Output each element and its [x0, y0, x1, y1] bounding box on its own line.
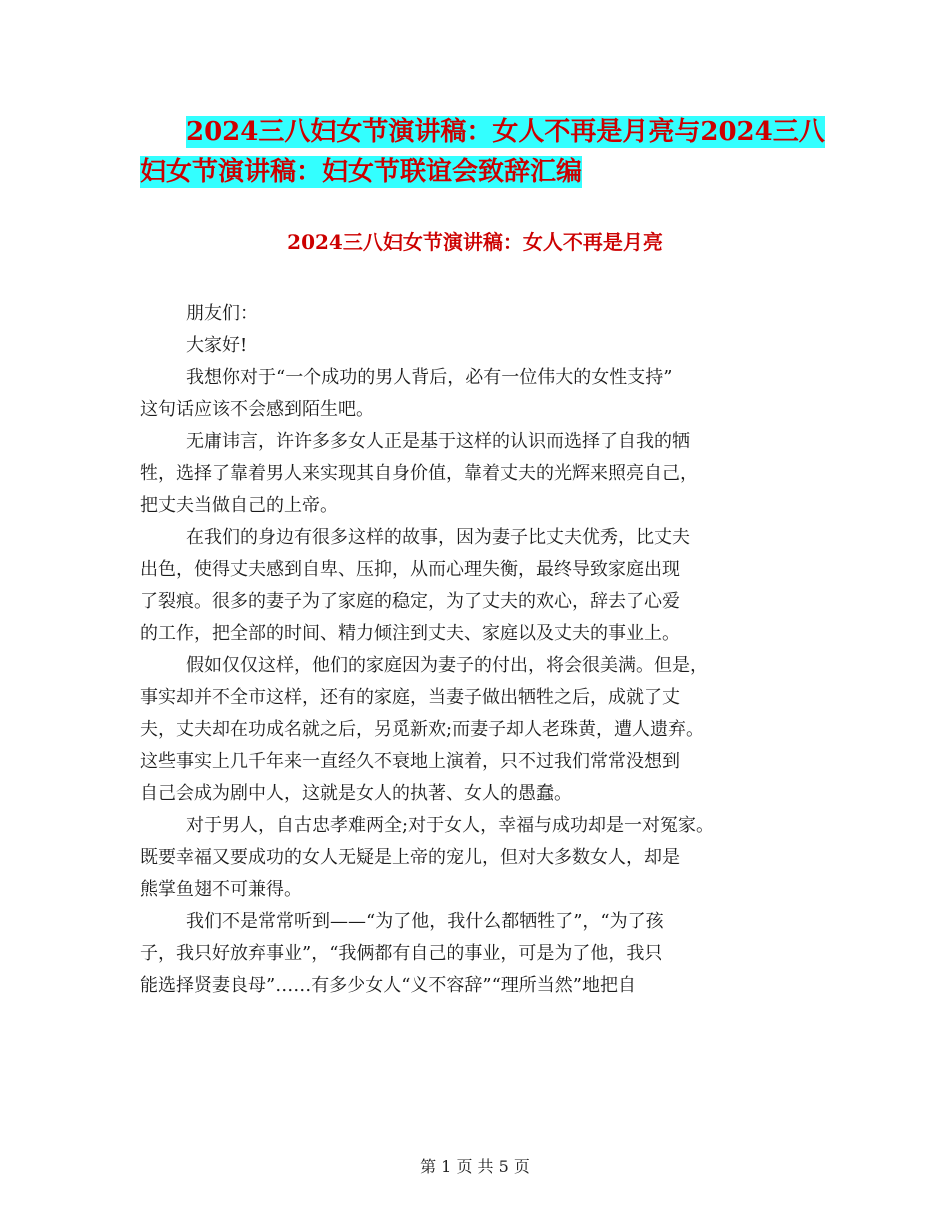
title-line: 2024三八妇女节演讲稿：女人不再是月亮与2024三八	[186, 117, 825, 147]
paragraph-line: 事实却并不全市这样，还有的家庭，当妻子做出牺牲之后，成就了丈	[140, 687, 680, 708]
paragraph-line: 大家好!	[186, 335, 248, 356]
paragraph-line: 自己会成为剧中人，这就是女人的执著、女人的愚蠢。	[140, 783, 572, 804]
paragraph-line: 能选择贤妻良母”……有多少女人“义不容辞”“理所当然”地把自	[140, 975, 637, 996]
body-text	[140, 298, 830, 1002]
paragraph-line: 的工作，把全部的时间、精力倾注到丈夫、家庭以及丈夫的事业上。	[140, 623, 680, 644]
page-footer: 第 1 页 共 5 页	[420, 1157, 530, 1176]
paragraph-line: 把丈夫当做自己的上帝。	[140, 495, 338, 516]
paragraph-line: 朋友们：	[186, 303, 258, 324]
paragraph-line: 我想你对于“一个成功的男人背后，必有一位伟大的女性支持”	[186, 367, 673, 388]
paragraph-line: 既要幸福又要成功的女人无疑是上帝的宠儿，但对大多数女人，却是	[140, 847, 680, 868]
document-title	[140, 112, 825, 192]
paragraph-line: 熊掌鱼翅不可兼得。	[140, 879, 302, 900]
title-line: 妇女节演讲稿：妇女节联谊会致辞汇编	[140, 157, 583, 187]
paragraph-line: 牲，选择了靠着男人来实现其自身价值，靠着丈夫的光辉来照亮自己，	[140, 463, 698, 484]
paragraph-line: 了裂痕。很多的妻子为了家庭的稳定，为了丈夫的欢心，辞去了心爱	[140, 591, 680, 612]
paragraph-line: 出色，使得丈夫感到自卑、压抑，从而心理失衡，最终导致家庭出现	[140, 559, 680, 580]
paragraph-line: 无庸讳言，许许多多女人正是基于这样的认识而选择了自我的牺	[186, 431, 690, 452]
paragraph-line: 这句话应该不会感到陌生吧。	[140, 399, 374, 420]
paragraph-line: 对于男人，自古忠孝难两全;对于女人，幸福与成功却是一对冤家。	[186, 815, 715, 836]
paragraph-line: 夫，丈夫却在功成名就之后，另觅新欢;而妻子却人老珠黄，遭人遗弃。	[140, 719, 705, 740]
paragraph-line: 子，我只好放弃事业”，“我俩都有自己的事业，可是为了他，我只	[140, 943, 663, 964]
paragraph-line: 我们不是常常听到——“为了他，我什么都牺牲了”，“为了孩	[186, 911, 664, 932]
paragraph-line: 假如仅仅这样，他们的家庭因为妻子的付出，将会很美满。但是，	[186, 655, 708, 676]
paragraph-line: 在我们的身边有很多这样的故事，因为妻子比丈夫优秀，比丈夫	[186, 527, 690, 548]
paragraph-line: 这些事实上几千年来一直经久不衰地上演着，只不过我们常常没想到	[140, 751, 680, 772]
section-heading: 2024三八妇女节演讲稿：女人不再是月亮	[287, 230, 663, 254]
